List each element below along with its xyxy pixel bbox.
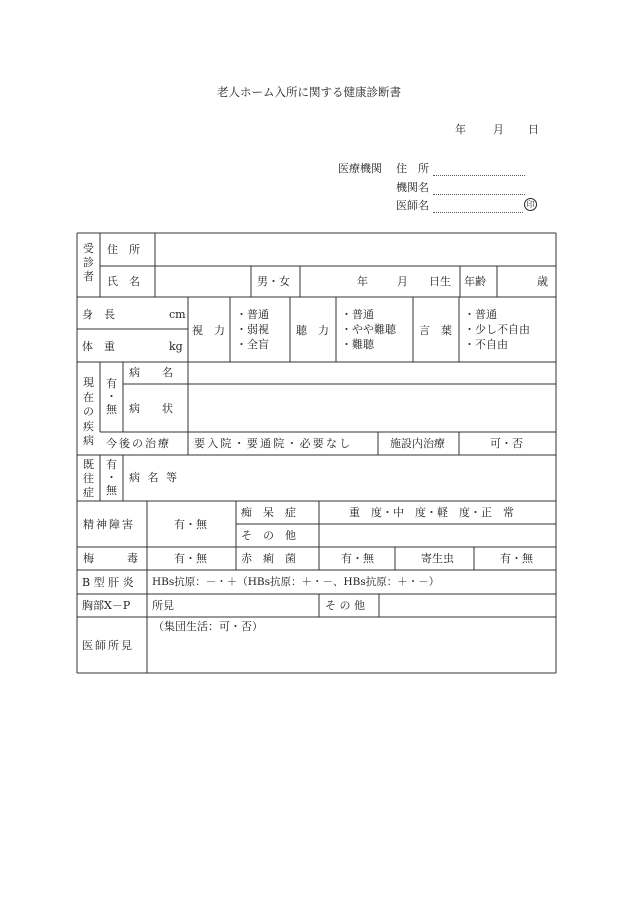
patient-address-label: 住 所 (107, 243, 140, 256)
vision-option[interactable]: ・全盲 (236, 338, 269, 351)
dysentery-presence[interactable]: 有・無 (341, 552, 374, 565)
patient-group-char: 診 (83, 256, 94, 269)
syphilis-presence[interactable]: 有・無 (174, 552, 207, 565)
current-illness-group-label (81, 376, 96, 449)
height-label: 身 長 (82, 308, 115, 321)
patient-group-char: 者 (83, 270, 94, 283)
parasite-presence[interactable]: 有・無 (500, 552, 533, 565)
birth-year-label: 年 (357, 275, 368, 288)
mental-presence-options[interactable]: 有・無 (174, 518, 207, 531)
sex-options[interactable]: 男・女 (257, 275, 290, 288)
presence-char: 有 (106, 377, 117, 390)
chest-xray-label: 胸部X－P (82, 599, 131, 612)
speech-label: 言 葉 (419, 324, 452, 337)
institution-label: 医療機関 (338, 162, 382, 175)
mental-disorder-label: 精神障害 (83, 518, 135, 531)
speech-option[interactable]: ・不自由 (464, 338, 508, 351)
dementia-label: 痴 呆 症 (241, 506, 296, 519)
speech-option[interactable]: ・少し不自由 (464, 323, 530, 336)
xray-findings-label: 所見 (152, 599, 174, 612)
birth-month-label: 月 (397, 275, 408, 288)
height-unit: cm (169, 308, 186, 321)
hearing-option[interactable]: ・やや難聴 (341, 323, 396, 336)
dysentery-label: 赤 痢 菌 (241, 552, 296, 565)
presence-char: ・ (106, 390, 117, 403)
in-facility-treatment-label: 施設内治療 (390, 437, 445, 450)
vision-option[interactable]: ・普通 (236, 308, 269, 321)
birth-day-label: 日生 (429, 275, 451, 288)
age-label: 年齢 (464, 275, 486, 288)
future-treatment-label: 今後の治療 (106, 437, 171, 450)
history-presence-options[interactable] (104, 458, 119, 497)
issuer-name-label: 機関名 (396, 181, 429, 194)
date-year-label: 年 (455, 123, 466, 136)
presence-char: 有 (106, 458, 117, 471)
dementia-options[interactable]: 重 度・中 度・軽 度・正 常 (349, 506, 514, 519)
current-presence-options[interactable] (104, 377, 119, 416)
issuer-address-label: 住 所 (396, 162, 429, 175)
group-char: 病 (83, 434, 94, 447)
treatment-options[interactable]: 要入院・要通院・必要なし (194, 437, 353, 450)
history-group-label (81, 458, 96, 500)
hepatitis-b-label: B 型 肝 炎 (82, 576, 134, 589)
symptom-label: 病 状 (129, 402, 173, 415)
vision-option[interactable]: ・弱視 (236, 323, 269, 336)
group-char: の (83, 405, 94, 418)
group-char: 往 (83, 472, 94, 485)
patient-group-label (81, 242, 96, 284)
group-life-options[interactable]: （集団生活：可・否） (153, 620, 263, 633)
presence-char: ・ (106, 471, 117, 484)
speech-option[interactable]: ・普通 (464, 308, 497, 321)
hearing-label: 聴 力 (296, 324, 329, 337)
group-char: 既 (83, 458, 94, 471)
patient-name-label: 氏 名 (107, 275, 140, 288)
group-char: 疾 (83, 419, 94, 433)
xray-other-label: そ の 他 (325, 599, 365, 612)
date-month-label: 月 (493, 123, 504, 136)
seal-mark: 印 (524, 198, 537, 211)
hearing-option[interactable]: ・難聴 (341, 338, 374, 351)
parasite-label: 寄生虫 (421, 552, 454, 565)
patient-group-char: 受 (83, 242, 94, 255)
in-facility-treatment-options[interactable]: 可・否 (490, 437, 523, 450)
doctor-name-label: 医師名 (396, 199, 429, 212)
presence-char: 無 (106, 403, 117, 416)
disease-name-label: 病 名 (129, 366, 173, 379)
group-char: 在 (83, 390, 94, 404)
weight-unit: kg (169, 340, 183, 353)
group-char: 現 (83, 376, 94, 389)
vision-label: 視 力 (192, 324, 225, 337)
doctor-opinion-label: 医師所見 (82, 639, 134, 652)
date-day-label: 日 (528, 123, 539, 136)
group-char: 症 (83, 486, 94, 499)
mental-other-label: そ の 他 (241, 529, 296, 542)
form-title: 老人ホーム入所に関する健康診断書 (217, 85, 401, 99)
presence-char: 無 (106, 484, 117, 497)
age-unit: 歳 (537, 275, 548, 288)
history-disease-label: 病 名 等 (129, 471, 179, 484)
weight-label: 体 重 (82, 340, 115, 353)
hearing-option[interactable]: ・普通 (341, 308, 374, 321)
syphilis-label: 梅 毒 (83, 552, 138, 565)
hbs-antigen-result[interactable]: HBs抗原：－・＋（HBs抗原：＋・－、HBs抗原：＋・－） (152, 576, 440, 588)
